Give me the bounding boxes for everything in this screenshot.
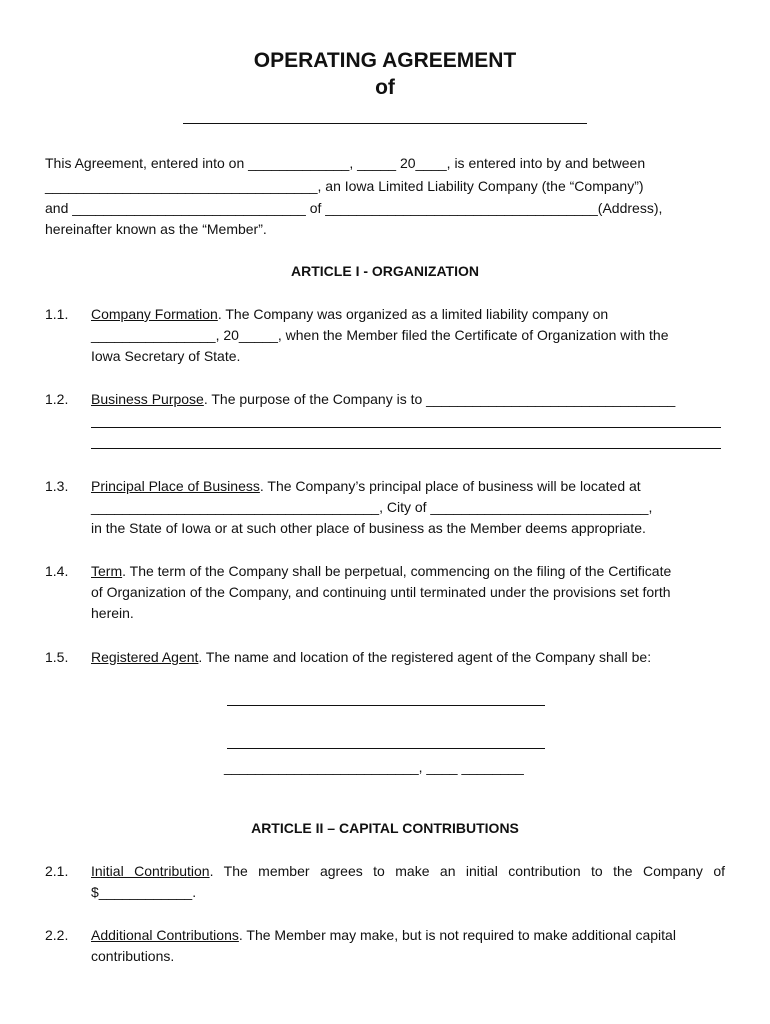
agent-address-blank [227,748,545,749]
agent-city-state-zip-line: _________________________, ____ ________ [224,759,524,775]
intro-line-2: ___________________________________, an Iowa Limited Liability Company (the “Company”) [45,178,644,194]
article-2-heading: ARTICLE II – CAPITAL CONTRIBUTIONS [251,820,519,836]
section-title: Additional Contributions [91,927,239,943]
section-text: . The term of the Company shall be perpetual, commencing on the filing of the Certificate [122,563,672,579]
section-1-5-line-1 [91,648,651,666]
section-1-3-line-3: in the State of Iowa or at such other place of business as the Member deems appropriate. [91,520,646,536]
section-number: 1.4. [45,563,69,579]
section-title: Business Purpose [91,391,204,407]
section-text: . The Company’s principal place of business will be located at [259,478,641,494]
section-number: 1.1. [45,306,69,322]
section-title: Principal Place of Business [91,478,260,494]
section-1-3-line-2: _____________________________________, City of ____________________________, [91,499,653,515]
agent-name-blank [227,705,545,706]
intro-line-1: This Agreement, entered into on _____________, _____ 20____, is entered into by and between [45,155,646,171]
section-title: Company Formation [91,306,218,322]
section-2-1-line-1 [91,862,725,880]
section-1-1-line-2: ________________, 20_____, when the Member filed the Certificate of Organization with the [91,327,669,343]
section-text: . The Company was organized as a limited liability company on [217,306,609,322]
section-text: . The purpose of the Company is to ________________________________ [203,391,676,407]
section-number: 1.3. [45,478,69,494]
document-title-of: of [375,76,395,99]
section-1-1-line-3: Iowa Secretary of State. [91,348,241,364]
section-number: 1.5. [45,649,69,665]
document-title: OPERATING AGREEMENT [253,49,517,72]
section-number: 2.2. [45,927,69,943]
section-text: . The name and location of the registered agent of the Company shall be: [198,649,652,665]
purpose-blank-line [91,427,721,428]
purpose-blank-line [91,448,721,449]
section-number: 2.1. [45,863,69,879]
section-1-1-line-1 [91,305,608,323]
section-text: . The Member may make, but is not required to make additional capital [238,927,676,943]
company-name-blank [183,123,587,124]
section-1-2-line-1 [91,390,675,408]
section-text: . The member agrees to make an initial contribution to the Company of [209,863,725,879]
section-title: Initial Contribution [91,863,210,879]
section-title: Registered Agent [91,649,199,665]
section-number: 1.2. [45,391,69,407]
section-2-2-line-2: contributions. [91,948,175,964]
section-2-2-line-1 [91,926,676,944]
section-1-4-line-3: herein. [91,605,134,621]
section-1-4-line-2: of Organization of the Company, and continuing until terminated under the provisions set forth [91,584,671,600]
intro-line-4: hereinafter known as the “Member”. [45,221,267,237]
article-1-heading: ARTICLE I - ORGANIZATION [291,263,479,279]
section-title: Term [91,563,123,579]
section-1-4-line-1 [91,562,671,580]
section-1-3-line-1 [91,477,641,495]
intro-line-3: and ______________________________ of ___________________________________(Address), [45,200,663,216]
section-2-1-line-2: $____________. [91,884,197,900]
